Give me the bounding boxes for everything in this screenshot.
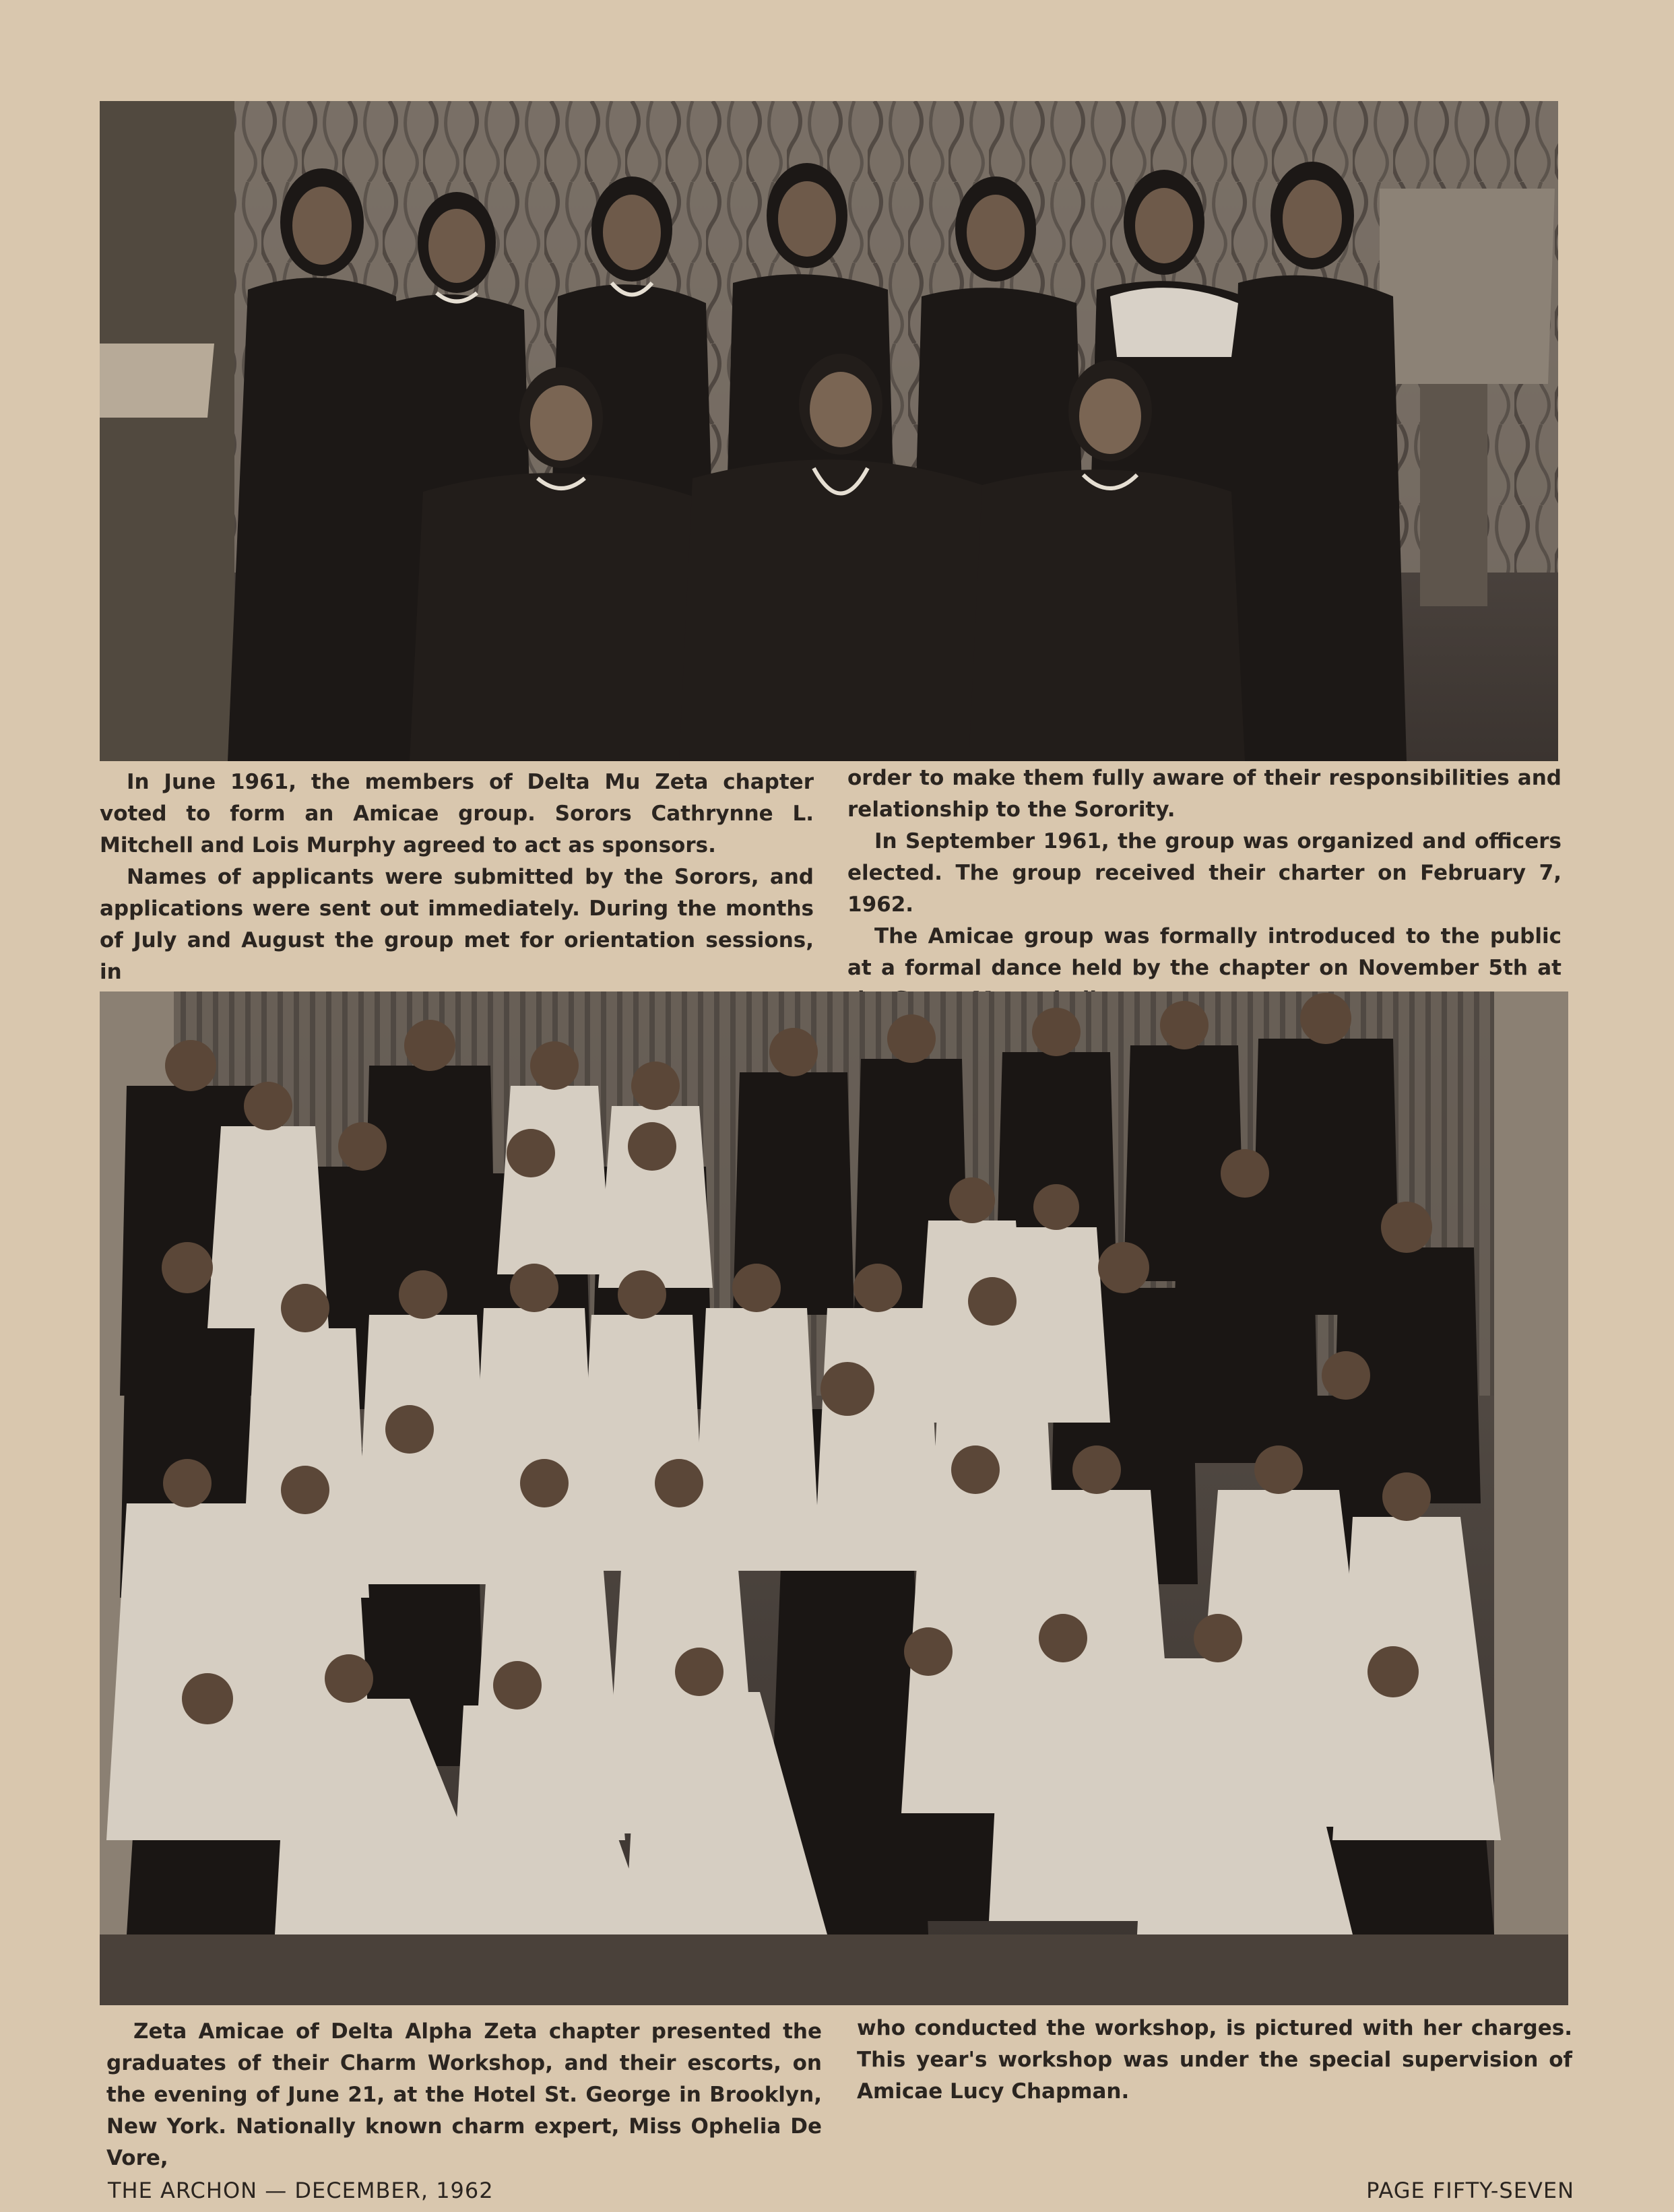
caption-paragraph: In September 1961, the group was organized and officers elected. The group received their charter on February 7, 1962. xyxy=(847,829,1562,917)
group-photo-charm-workshop xyxy=(100,991,1568,2005)
caption-paragraph: Zeta Amicae of Delta Alpha Zeta chapter presented the graduates of their Charm Workshop, and their escorts, on the evening of June 21, at the Hotel St. George in Brooklyn, New York. Nationally known charm expert, Miss Ophelia De Vore, xyxy=(106,2019,822,2170)
footer-page-number: PAGE FIFTY-SEVEN xyxy=(1366,2178,1574,2203)
caption-paragraph: order to make them fully aware of their responsibilities and relationship to the Sorority. xyxy=(847,766,1562,822)
bottom-caption-right-column xyxy=(857,2013,1572,2108)
caption-paragraph: The Amicae group was formally introduced to the public at a formal dance held by the chapter on November 5th at xyxy=(847,924,1562,980)
top-caption-right-column xyxy=(847,762,1562,1016)
group-photo-delta-mu-zeta-illustration xyxy=(100,101,1558,761)
bottom-caption-left-column xyxy=(106,2016,822,2174)
top-caption-left-column xyxy=(100,767,814,988)
footer-publication: THE ARCHON — DECEMBER, 1962 xyxy=(108,2178,494,2203)
caption-paragraph: In June 1961, the members of Delta Mu Zeta chapter voted to form an Amicae group. Sorors Cathrynne L. Mitchell and Lois Murphy agreed to act as sponsors. xyxy=(100,770,814,857)
group-photo-charm-workshop-illustration xyxy=(100,991,1568,2005)
group-photo-delta-mu-zeta xyxy=(100,101,1558,761)
caption-paragraph: who conducted the workshop, is pictured with her charges. This year's workshop was under the special supervision of Amicae Lucy Chapman. xyxy=(857,2016,1572,2104)
caption-paragraph: Names of applicants were submitted by the Sorors, and applications were sent out immediately. During the months of July and August the group met for orientation sessions, in xyxy=(100,865,814,984)
